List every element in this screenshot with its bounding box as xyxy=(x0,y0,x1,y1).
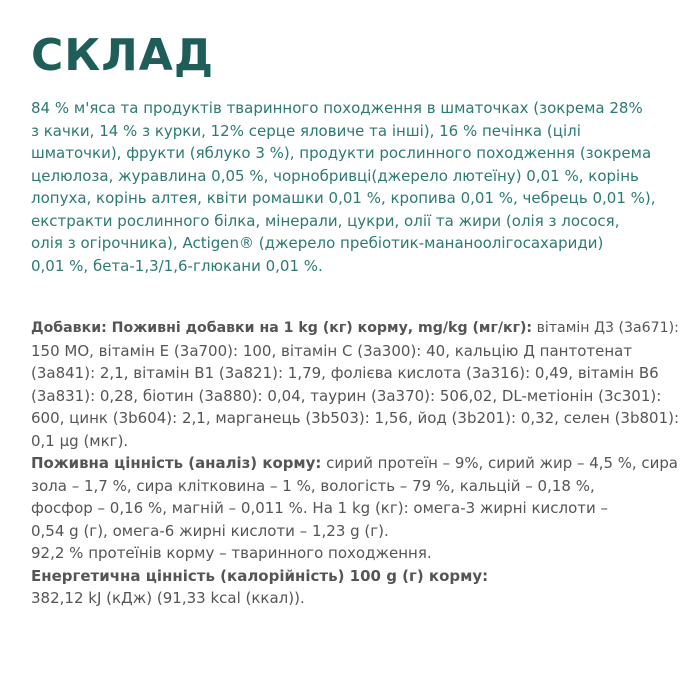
ingredients-line: лопуха, корінь алтея, квіти ромашки 0,01 %, кропива 0,01 %, чебрець 0,01 %), xyxy=(31,189,656,207)
additives-line: (3a831): 0,28, біотин (3a880): 0,04, таурин (3a370): 506,02, DL-метіонін (3c301): xyxy=(31,386,662,405)
additives-line: 600, цинк (3b604): 2,1, марганець (3b503): 1,56, йод (3b201): 0,32, селен (3b801): xyxy=(31,409,680,427)
ingredients-paragraph xyxy=(31,97,681,277)
nutrition-line: 0,54 g (г), омега-6 жирні кислоти – 1,23 g (г). xyxy=(31,521,389,540)
ingredients-line: шматочки), фрукти (яблуко 3 %), продукти рослинного походження (зокрема xyxy=(31,144,652,162)
additives-first-text: вітамін Д3 (3a671): xyxy=(532,320,679,336)
nutrition-first-text: сирий протеїн – 9%, сирий жир – 4,5 %, сира xyxy=(321,454,678,472)
nutrition-line: зола – 1,7 %, сира клітковина – 1 %, вологість – 79 %, кальцій – 0,18 %, xyxy=(31,476,595,495)
ingredients-line: 84 % м'яса та продуктів тваринного походження в шматочках (зокрема 28% xyxy=(31,99,643,117)
ingredients-line: екстракти рослинного білка, мінерали, цукри, олії та жири (олія з лосося, xyxy=(31,211,620,230)
nutrition-label: Поживна цінність (аналіз) корму: xyxy=(31,454,322,472)
page-title: СКЛАД xyxy=(31,30,215,81)
nutrition-line: фосфор – 0,16 %, магній – 0,011 %. На 1 kg (кг): омега-3 жирні кислоти – xyxy=(31,499,609,517)
nutrition-line: 92,2 % протеїнів корму – тваринного походження. xyxy=(31,544,432,562)
ingredients-line: з качки, 14 % з курки, 12% серце яловиче та інші), 16 % печінка (цілі xyxy=(31,121,581,140)
details-section xyxy=(31,317,681,610)
additives-line: 150 МО, вітамін Е (3a700): 100, вітамін С (3a300): 40, кальцію Д пантотенат xyxy=(31,341,633,360)
ingredients-line: 0,01 %, бета-1,3/1,6-глюкани 0,01 %. xyxy=(31,256,323,275)
energy-label: Енергетична цінність (калорійність) 100 g (г) корму: xyxy=(31,566,489,585)
energy-line: 382,12 kJ (кДж) (91,33 kcal (ккал)). xyxy=(31,589,305,607)
additives-first-line xyxy=(31,317,681,340)
additives-line: 0,1 µg (мкг). xyxy=(31,431,129,450)
nutrition-first-line xyxy=(31,452,681,475)
ingredients-line: целюлоза, журавлина 0,05 %, чорнобривці(джерело лютеїну) 0,01 %, корінь xyxy=(31,166,639,185)
additives-line: (3a841): 2,1, вітамін В1 (3a821): 1,79, фолієва кислота (3a316): 0,49, вітамін В6 xyxy=(31,364,659,382)
additives-label: Добавки: Поживні добавки на 1 kg (кг) корму, mg/kg (мг/кг): xyxy=(31,320,533,336)
ingredients-line: олія з огірочника), Actigen® (джерело пребіотик-мананоолігосахариди) xyxy=(31,234,604,252)
